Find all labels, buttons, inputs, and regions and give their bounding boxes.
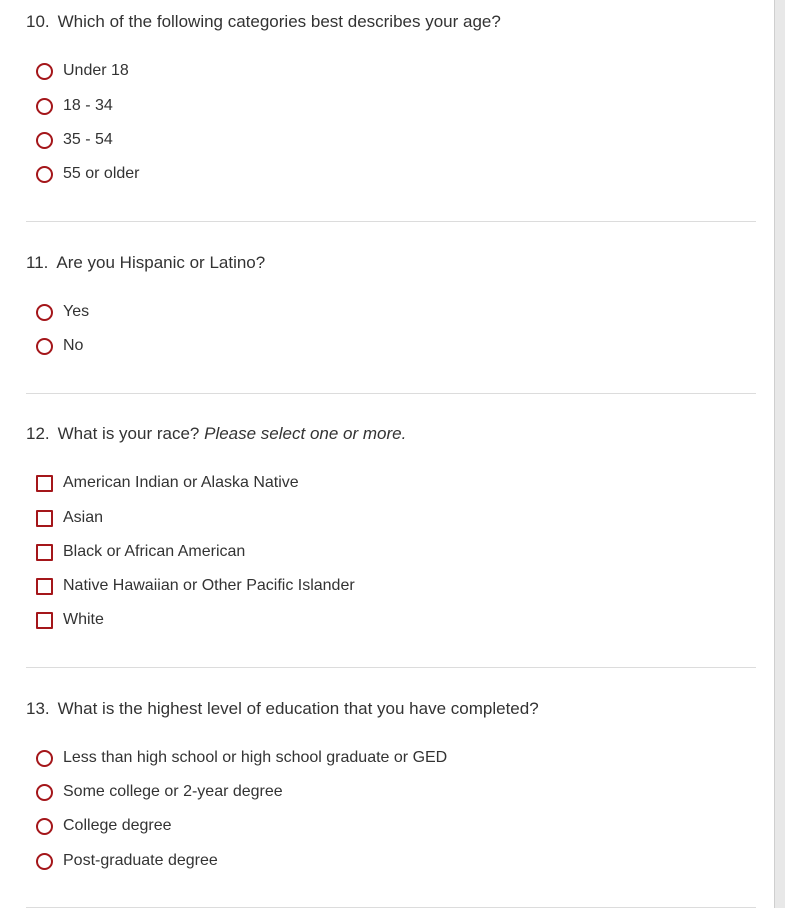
checkbox-option-native-hawaiian[interactable]: [36, 574, 355, 598]
option-label: No: [63, 337, 84, 354]
option-label: Post-graduate degree: [63, 852, 218, 869]
radio-option-under-18[interactable]: [36, 59, 129, 83]
option-label: American Indian or Alaska Native: [63, 474, 299, 491]
question-text: Which of the following categories best describes your age?: [57, 12, 501, 31]
radio-option-college-degree[interactable]: [36, 814, 172, 838]
question-text: What is the highest level of education that you have completed?: [57, 699, 539, 718]
question-number: 12.: [26, 424, 50, 443]
question-text: What is your race?: [57, 424, 200, 443]
checkbox-square-icon[interactable]: [36, 578, 53, 595]
radio-option-35-54[interactable]: [36, 128, 113, 152]
radio-circle-icon[interactable]: [36, 166, 53, 183]
option-label: Native Hawaiian or Other Pacific Islander: [63, 577, 355, 594]
checkbox-square-icon[interactable]: [36, 612, 53, 629]
checkbox-option-asian[interactable]: [36, 506, 103, 530]
question-10: [26, 12, 756, 202]
question-11: [26, 253, 756, 373]
checkbox-option-white[interactable]: [36, 608, 104, 632]
radio-option-55-or-older[interactable]: [36, 162, 140, 186]
radio-circle-icon[interactable]: [36, 132, 53, 149]
question-12: [26, 424, 756, 644]
option-label: Asian: [63, 509, 104, 526]
section-divider: [26, 393, 756, 394]
radio-circle-icon[interactable]: [36, 750, 53, 767]
radio-option-some-college[interactable]: [36, 780, 283, 804]
option-label: Less than high school or high school graduate or GED: [63, 749, 448, 766]
option-label: Some college or 2-year degree: [63, 783, 283, 800]
radio-circle-icon[interactable]: [36, 63, 53, 80]
checkbox-square-icon[interactable]: [36, 544, 53, 561]
checkbox-option-black[interactable]: [36, 540, 245, 564]
question-number: 11.: [26, 253, 49, 272]
radio-option-post-graduate[interactable]: [36, 849, 218, 873]
question-text: Are you Hispanic or Latino?: [56, 253, 266, 272]
radio-circle-icon[interactable]: [36, 818, 53, 835]
radio-circle-icon[interactable]: [36, 853, 53, 870]
option-label: 55 or older: [63, 165, 140, 182]
checkbox-option-american-indian[interactable]: [36, 471, 299, 495]
checkbox-square-icon[interactable]: [36, 475, 53, 492]
radio-option-no[interactable]: [36, 334, 83, 358]
option-label: Yes: [63, 303, 90, 320]
option-label: Black or African American: [63, 543, 246, 560]
question-instruction: Please select one or more.: [204, 424, 407, 443]
radio-option-yes[interactable]: [36, 300, 89, 324]
radio-circle-icon[interactable]: [36, 98, 53, 115]
option-label: 35 - 54: [63, 131, 113, 148]
section-divider: [26, 667, 756, 668]
question-13: [26, 699, 756, 889]
question-title: [26, 699, 539, 719]
question-title: [26, 253, 265, 273]
option-label: College degree: [63, 817, 172, 834]
radio-option-high-school[interactable]: [36, 746, 447, 770]
radio-circle-icon[interactable]: [36, 784, 53, 801]
option-label: 18 - 34: [63, 97, 113, 114]
question-number: 10.: [26, 12, 50, 31]
radio-option-18-34[interactable]: [36, 94, 113, 118]
section-divider: [26, 221, 756, 222]
question-title: [26, 12, 501, 32]
radio-circle-icon[interactable]: [36, 338, 53, 355]
question-title: [26, 424, 406, 444]
checkbox-square-icon[interactable]: [36, 510, 53, 527]
question-number: 13.: [26, 699, 50, 718]
option-label: Under 18: [63, 62, 129, 79]
option-label: White: [63, 611, 104, 628]
radio-circle-icon[interactable]: [36, 304, 53, 321]
